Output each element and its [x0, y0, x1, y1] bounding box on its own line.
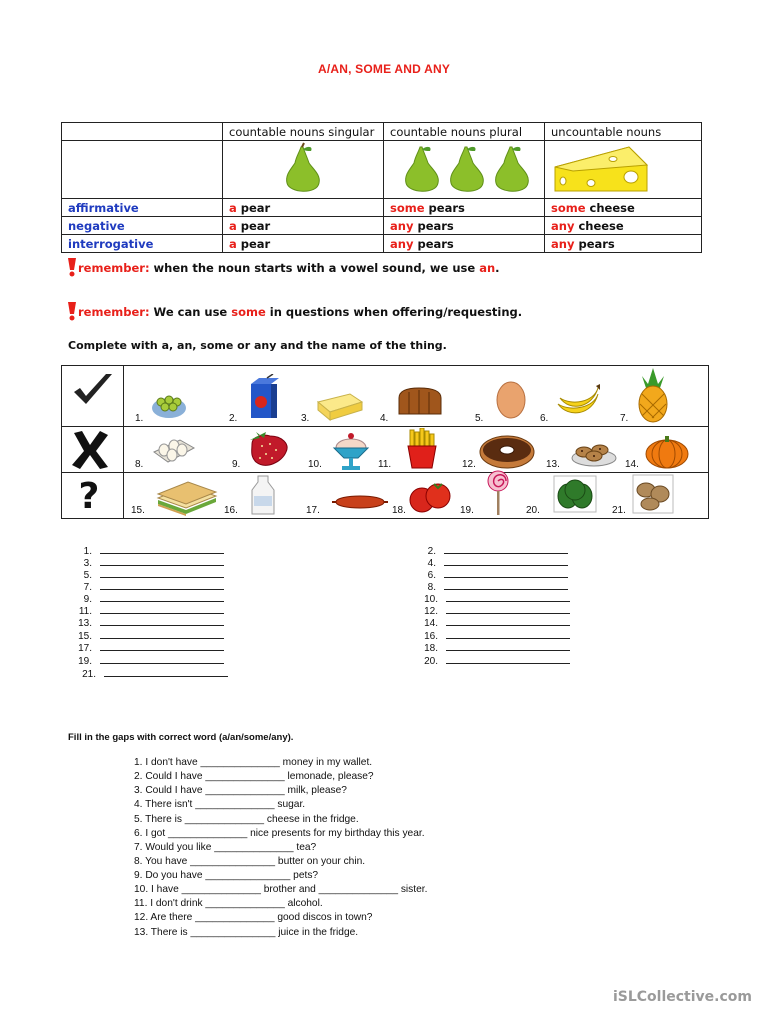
pear-icon	[229, 141, 377, 195]
cell-noun: pears	[424, 200, 465, 215]
cell-article: any	[551, 218, 575, 233]
answer-number: 15.	[78, 631, 92, 642]
answer-blank[interactable]	[100, 655, 224, 664]
remember-text: We can use	[149, 305, 232, 319]
answer-number: 9.	[83, 594, 92, 605]
item-number: 11.	[378, 459, 392, 470]
bananas-icon	[554, 384, 602, 422]
remember-label: remember:	[78, 305, 150, 319]
answer-line[interactable]	[74, 668, 228, 680]
sandwich-icon	[154, 480, 220, 516]
answer-line[interactable]	[70, 617, 224, 629]
instruction-complete: Complete with a, an, some or any and the name of the thing.	[68, 339, 447, 352]
row-label-interrogative: interrogative	[62, 235, 223, 253]
exercise-item: 8. You have _______________ butter on your chin.	[134, 856, 366, 867]
table-header-plural: countable nouns plural	[384, 123, 545, 141]
item-number: 5.	[475, 413, 484, 424]
remember-highlight: an	[479, 261, 496, 275]
answer-number: 12.	[424, 606, 438, 617]
answer-number: 4.	[427, 558, 436, 569]
remember-text-after: in questions when offering/requesting.	[265, 305, 523, 319]
cell-noun: pears	[574, 236, 615, 251]
answer-line[interactable]	[416, 617, 570, 629]
item-number: 6.	[540, 413, 549, 424]
answer-number: 7.	[83, 582, 92, 593]
answer-line[interactable]	[70, 569, 224, 581]
item-number: 19.	[460, 505, 474, 516]
exclamation-icon	[66, 256, 78, 278]
item-number: 14.	[625, 459, 639, 470]
answer-line[interactable]	[414, 581, 568, 593]
remember-highlight: some	[231, 305, 266, 319]
exercise-item: 7. Would you like ______________ tea?	[134, 842, 317, 853]
answer-line[interactable]	[70, 655, 224, 667]
instruction-fill-gaps: Fill in the gaps with correct word (a/an/some/any).	[68, 732, 294, 743]
answer-blank[interactable]	[446, 605, 570, 614]
exercise-item: 10. I have ______________ brother and ______________ sister.	[134, 884, 428, 895]
picture-grid	[61, 365, 709, 519]
exercise-item: 13. There is _______________ juice in the fridge.	[134, 927, 359, 938]
grid-divider	[62, 472, 708, 473]
answer-blank[interactable]	[100, 557, 224, 566]
item-number: 13.	[546, 459, 560, 470]
exclamation-icon	[66, 300, 78, 322]
grammar-table	[61, 122, 702, 253]
answer-blank[interactable]	[444, 557, 568, 566]
butter-icon	[314, 388, 364, 422]
answer-number: 2.	[427, 546, 436, 557]
cell	[545, 199, 702, 217]
answer-blank[interactable]	[100, 605, 224, 614]
answer-blank[interactable]	[446, 617, 570, 626]
table-header-singular: countable nouns singular	[223, 123, 384, 141]
answer-line[interactable]	[414, 569, 568, 581]
answer-blank[interactable]	[446, 642, 570, 651]
answer-blank[interactable]	[444, 569, 568, 578]
cell-article: any	[390, 236, 414, 251]
table-header-empty	[62, 123, 223, 141]
cell-article: a	[229, 200, 237, 215]
item-number: 1.	[135, 413, 144, 424]
answer-blank[interactable]	[100, 630, 224, 639]
answer-line[interactable]	[416, 630, 570, 642]
answer-line[interactable]	[416, 642, 570, 654]
cell	[384, 235, 545, 253]
fries-icon	[404, 428, 438, 470]
answer-blank[interactable]	[100, 617, 224, 626]
answer-number: 19.	[78, 656, 92, 667]
answer-blank[interactable]	[100, 545, 224, 554]
donut-icon	[478, 432, 536, 470]
answer-line[interactable]	[416, 605, 570, 617]
item-number: 16.	[224, 505, 238, 516]
svg-text:?: ?	[78, 476, 100, 516]
exercise-item: 12. Are there ______________ good discos in town?	[134, 912, 373, 923]
cell-article: a	[229, 236, 237, 251]
item-number: 20.	[526, 505, 540, 516]
lettuce-icon	[552, 474, 598, 514]
sausage-icon	[330, 490, 390, 514]
answer-number: 6.	[427, 570, 436, 581]
pumpkin-icon	[644, 430, 690, 470]
answer-blank[interactable]	[446, 630, 570, 639]
answer-number: 11.	[78, 606, 92, 617]
cell-article: any	[551, 236, 575, 251]
answer-number: 20.	[424, 656, 438, 667]
exercise-item: 11. I don't drink ______________ alcohol.	[134, 898, 323, 909]
item-number: 8.	[135, 459, 144, 470]
row-label-affirmative: affirmative	[62, 199, 223, 217]
answer-number: 8.	[427, 582, 436, 593]
answer-number: 17.	[78, 643, 92, 654]
item-number: 2.	[229, 413, 238, 424]
grid-divider	[123, 366, 124, 518]
table-row-negative	[62, 217, 702, 235]
answer-line[interactable]	[70, 630, 224, 642]
answer-line[interactable]	[416, 655, 570, 667]
cell-article: some	[390, 200, 425, 215]
cell	[223, 217, 384, 235]
answer-line[interactable]	[416, 593, 570, 605]
tomatoes-icon	[408, 480, 452, 514]
answer-number: 5.	[83, 570, 92, 581]
cell-noun: cheese	[585, 200, 635, 215]
table-row-affirmative	[62, 199, 702, 217]
answer-blank[interactable]	[100, 581, 224, 590]
remember-text: when the noun starts with a vowel sound, we use	[149, 261, 480, 275]
item-number: 18.	[392, 505, 406, 516]
answer-line[interactable]	[70, 642, 224, 654]
lollipop-icon	[486, 470, 510, 516]
egg-icon	[494, 376, 528, 420]
three-pears-icon	[390, 141, 538, 195]
answer-line[interactable]	[70, 545, 224, 557]
item-number: 7.	[620, 413, 629, 424]
cell	[223, 235, 384, 253]
ice-cream-icon	[330, 428, 372, 472]
cell	[223, 199, 384, 217]
answer-blank[interactable]	[104, 668, 228, 677]
cheese-cell	[545, 141, 702, 199]
answer-number: 13.	[78, 618, 92, 629]
cross-icon	[68, 429, 112, 471]
three-pears-cell	[384, 141, 545, 199]
question-icon	[72, 474, 106, 516]
remember-label: remember:	[78, 261, 150, 275]
answer-line[interactable]	[414, 557, 568, 569]
eggs-carton-icon	[150, 430, 196, 470]
exercise-item: 2. Could I have ______________ lemonade, please?	[134, 771, 374, 782]
table-image-empty	[62, 141, 223, 199]
cell-noun: pears	[413, 218, 454, 233]
item-number: 9.	[232, 459, 241, 470]
exercise-item: 9. Do you have _______________ pets?	[134, 870, 319, 881]
cell	[384, 217, 545, 235]
answer-number: 1.	[83, 546, 92, 557]
potatoes-icon	[632, 474, 674, 514]
item-number: 10.	[308, 459, 322, 470]
cell-article: some	[551, 200, 586, 215]
answer-blank[interactable]	[100, 593, 224, 602]
answer-blank[interactable]	[446, 593, 570, 602]
remember-end: .	[495, 261, 500, 275]
exercise-item: 4. There isn't ______________ sugar.	[134, 799, 306, 810]
page-title: A/AN, SOME AND ANY	[317, 62, 451, 76]
exercise-item: 6. I got ______________ nice presents for my birthday this year.	[134, 828, 425, 839]
table-row-interrogative	[62, 235, 702, 253]
cheese-icon	[551, 141, 695, 195]
pineapple-icon	[634, 366, 672, 424]
answer-line[interactable]	[70, 605, 224, 617]
answer-number: 3.	[83, 558, 92, 569]
item-number: 12.	[462, 459, 476, 470]
answer-blank[interactable]	[100, 642, 224, 651]
exercise-item: 1. I don't have ______________ money in my wallet.	[134, 757, 373, 768]
site-watermark: iSLCollective.com	[612, 989, 752, 1005]
check-icon	[70, 370, 116, 410]
answer-number: 18.	[424, 643, 438, 654]
milk-icon	[250, 474, 276, 516]
cell-noun: pear	[236, 236, 271, 251]
answer-blank[interactable]	[444, 545, 568, 554]
answer-line[interactable]	[70, 581, 224, 593]
item-number: 4.	[380, 413, 389, 424]
pear-cell	[223, 141, 384, 199]
answer-number: 10.	[424, 594, 438, 605]
cell-article: a	[229, 218, 237, 233]
cell	[384, 199, 545, 217]
cell-noun: pear	[236, 200, 271, 215]
exercise-item: 3. Could I have ______________ milk, please?	[134, 785, 347, 796]
cell-noun: cheese	[574, 218, 624, 233]
grid-divider	[62, 426, 708, 427]
answer-blank[interactable]	[446, 655, 570, 664]
cookies-icon	[570, 436, 618, 468]
answer-line[interactable]	[414, 545, 568, 557]
item-number: 3.	[301, 413, 310, 424]
answer-number: 14.	[424, 618, 438, 629]
item-number: 17.	[306, 505, 320, 516]
answer-blank[interactable]	[444, 581, 568, 590]
grapes-icon	[151, 386, 187, 420]
juice-box-icon	[245, 374, 279, 422]
cell	[545, 217, 702, 235]
table-image-row	[62, 141, 702, 199]
exercise-item: 5. There is ______________ cheese in the fridge.	[134, 814, 359, 825]
bread-icon	[395, 384, 445, 422]
answer-line[interactable]	[70, 593, 224, 605]
answer-number: 16.	[424, 631, 438, 642]
table-header-row	[62, 123, 702, 141]
remember-note-1	[66, 256, 500, 278]
answer-number: 21.	[82, 669, 96, 680]
remember-note-2	[66, 300, 522, 322]
row-label-negative: negative	[62, 217, 223, 235]
answer-blank[interactable]	[100, 569, 224, 578]
cell-noun: pear	[236, 218, 271, 233]
cell-noun: pears	[413, 236, 454, 251]
cell-article: any	[390, 218, 414, 233]
strawberry-icon	[246, 430, 292, 470]
item-number: 21.	[612, 505, 626, 516]
answer-line[interactable]	[70, 557, 224, 569]
cell	[545, 235, 702, 253]
table-header-uncountable: uncountable nouns	[545, 123, 702, 141]
item-number: 15.	[131, 505, 145, 516]
